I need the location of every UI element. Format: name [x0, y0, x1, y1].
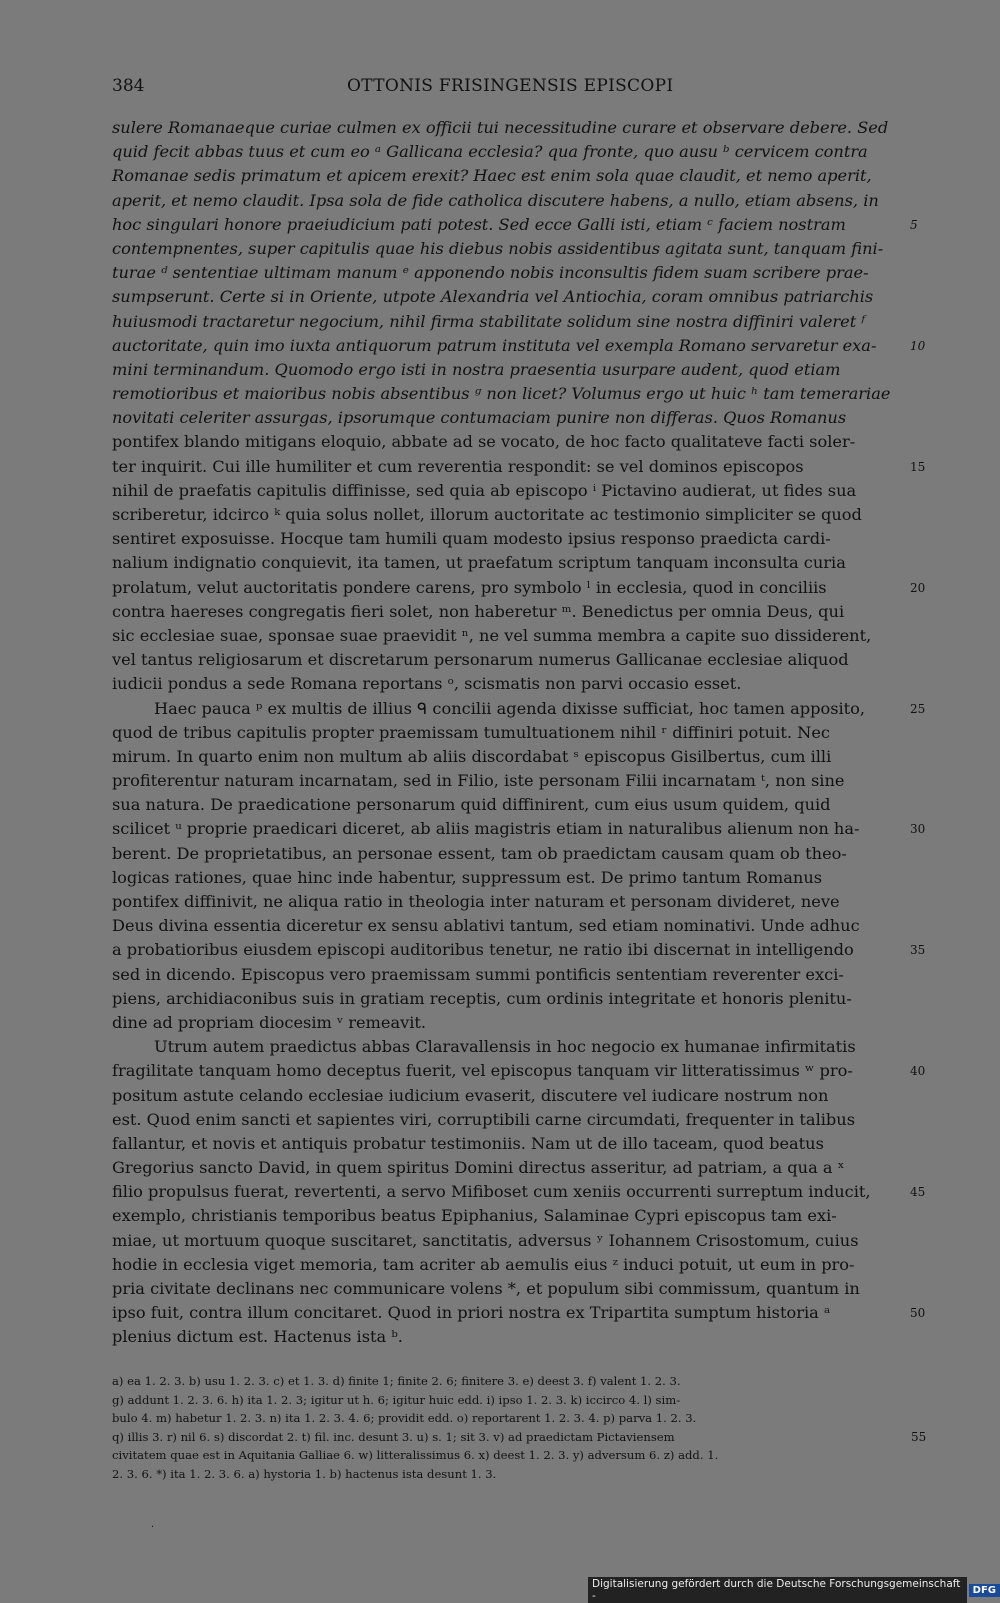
footnote-text: q) illis 3. r) nil 6. s) discordat 2. t) fil. inc. desunt 3. u) s. 1; sit 3. v) ad praedictam Pictaviensem	[112, 1429, 675, 1444]
line-text: fallantur, et novis et antiquis probatur testimoniis. Nam ut de illo taceam, quod beatus	[112, 1133, 824, 1153]
line-text: sulere Romanaeque curiae culmen ex officii tui necessitudine curare et observare debere. Sed	[112, 118, 889, 137]
footnote-text: bulo 4. m) habetur 1. 2. 3. n) ita 1. 2. 3. 4. 6; providit edd. o) reportarent 1. 2. 3. 4. p) parva 1. 2. 3.	[112, 1411, 697, 1425]
text-line	[112, 430, 902, 454]
text-line	[112, 334, 926, 358]
critical-apparatus	[112, 1372, 927, 1483]
line-text: Gregorius sancto David, in quem spiritus Domini directus asseritur, ad patriam, a qua a ˣ	[112, 1158, 845, 1178]
line-text: Haec pauca ᵖ ex multis de illius ᑫ concilii agenda dixisse sufficiat, hoc tamen apposito,	[154, 698, 866, 718]
line-text: ter inquirit. Cui ille humiliter et cum reverentia respondit: se vel dominos episcopos	[112, 456, 804, 476]
line-text: Deus divina essentia diceretur ex sensu ablativi tantum, sed etiam nominativi. Unde adhuc	[112, 916, 860, 936]
line-text: sua natura. De praedicatione personarum quid diffinirent, cum eius usum quidem, quid	[112, 795, 831, 815]
text-line	[112, 769, 902, 793]
line-number: 45	[910, 1185, 926, 1200]
text-line	[112, 164, 902, 188]
line-text: aperit, et nemo claudit. Ipsa sola de fide catholica discutere habens, a nullo, etiam absens, in	[112, 190, 879, 210]
line-number: 20	[910, 580, 926, 595]
line-number: 10	[910, 338, 926, 353]
line-text: fragilitate tanquam homo deceptus fuerit, vel episcopus tanquam vir litteratissimus ʷ pro-	[112, 1061, 853, 1081]
running-title: OTTONIS FRISINGENSIS EPISCOPI	[347, 76, 674, 96]
line-text: novitati celeriter assurgas, ipsorumque contumaciam punire non differas. Quos Romanus	[112, 408, 847, 428]
text-line	[112, 1301, 926, 1325]
footnote-line	[112, 1428, 927, 1447]
text-line	[112, 648, 902, 672]
line-text: quid fecit abbas tuus et cum eo ᵃ Gallicana ecclesia? qua fronte, quo ausu ᵇ cervicem contra	[112, 142, 868, 162]
line-text: hoc singulari honore praeiudicium pati potest. Sed ecce Galli isti, etiam ᶜ faciem nostram	[112, 214, 846, 234]
text-line	[112, 866, 902, 890]
page-number: 384	[112, 76, 145, 96]
line-text: contempnentes, super capitulis quae his diebus nobis assidentibus agitata sunt, tanquam fini-	[112, 238, 884, 258]
text-line	[112, 479, 902, 503]
text-line	[112, 551, 902, 575]
line-text: scilicet ᵘ proprie praedicari diceret, ab aliis magistris etiam in naturalibus alienum non ha-	[112, 819, 860, 839]
footnote-line	[112, 1391, 912, 1410]
text-line	[112, 382, 902, 406]
line-text: iudicii pondus a sede Romana reportans ᵒ, scismatis non parvi occasio esset.	[112, 674, 742, 694]
text-line	[112, 697, 926, 721]
text-line	[112, 116, 902, 140]
line-text: remotioribus et maioribus nobis absentibus ᵍ non licet? Volumus ergo ut huic ʰ tam temerariae	[112, 384, 891, 404]
footnote-text: civitatem quae est in Aquitania Galliae 6. w) litteralissimus 6. x) deest 1. 2. 3. y) adversum 6. z) add. 1.	[112, 1448, 719, 1462]
line-number: 50	[910, 1306, 926, 1321]
text-line	[112, 406, 902, 430]
line-text: sed in dicendo. Episcopus vero praemissam summi pontificis sententiam reverenter exci-	[112, 964, 844, 984]
footnote-text: 2. 3. 6. *) ita 1. 2. 3. 6. a) hystoria 1. b) hactenus ista desunt 1. 3.	[112, 1466, 497, 1481]
line-text: sumpserunt. Certe si in Oriente, utpote Alexandria vel Antiochia, coram omnibus patriarchis	[112, 287, 874, 307]
line-text: plenius dictum est. Hactenus ista ᵇ.	[112, 1327, 403, 1347]
text-line	[112, 793, 902, 817]
text-line	[112, 358, 902, 382]
line-number: 15	[910, 459, 926, 474]
line-text: hodie in ecclesia viget memoria, tam acriter ab aemulis eius ᶻ induci potuit, ut eum in pro-	[112, 1254, 855, 1274]
footnote-line	[112, 1372, 912, 1391]
line-number: 55	[911, 1429, 927, 1444]
footnote-text: g) addunt 1. 2. 3. 6. h) ita 1. 2. 3; igitur ut h. 6; igitur huic edd. i) ipso 1. 2. 3. k) iccirco 4. l) sim-	[112, 1392, 681, 1407]
text-line	[112, 1084, 902, 1108]
text-line	[112, 189, 902, 213]
text-line	[112, 527, 902, 551]
dfg-logo: DFG	[969, 1584, 1000, 1597]
line-text: ipso fuit, contra illum concitaret. Quod in priori nostra ex Tripartita sumptum historia ᵃ	[112, 1303, 831, 1323]
line-text: contra haereses congregatis fieri solet, non haberetur ᵐ. Benedictus per omnia Deus, qui	[112, 601, 845, 621]
small-mark: ·	[151, 1522, 155, 1533]
footnote-line	[112, 1409, 912, 1428]
text-line	[112, 1108, 902, 1132]
line-number: 5	[910, 217, 918, 232]
text-line	[112, 1035, 902, 1059]
text-line	[112, 1253, 902, 1277]
text-line	[112, 1325, 902, 1349]
line-text: exemplo, christianis temporibus beatus Epiphanius, Salaminae Cypri episcopus tam exi-	[112, 1206, 837, 1226]
line-text: sic ecclesiae suae, sponsae suae praevidit ⁿ, ne vel summa membra a capite suo dissiderent,	[112, 625, 872, 645]
footnote-line	[112, 1465, 912, 1484]
line-text: berent. De proprietatibus, an personae essent, tam ob praedictam causam quam ob theo-	[112, 843, 847, 863]
text-line	[112, 503, 902, 527]
line-text: filio propulsus fuerat, revertenti, a servo Mifiboset cum xeniis occurrenti surreptum inducit,	[112, 1182, 871, 1202]
text-line	[112, 1059, 926, 1083]
footer-funding-bar	[588, 1578, 1000, 1602]
text-line	[112, 285, 902, 309]
line-text: huiusmodi tractaretur negocium, nihil firma stabilitate solidum sine nostra diffiniri valeret ᶠ	[112, 311, 866, 331]
text-line	[112, 1277, 902, 1301]
line-text: sentiret exposuisse. Hocque tam humili quam modesto ipsius responso praedicta cardi-	[112, 529, 831, 549]
text-line	[112, 455, 926, 479]
line-text: miae, ut mortuum quoque suscitaret, sanctitatis, adversus ʸ Iohannem Crisostomum, cuius	[112, 1230, 859, 1250]
text-line	[112, 600, 902, 624]
text-line	[112, 1156, 902, 1180]
text-line	[112, 963, 902, 987]
line-text: prolatum, velut auctoritatis pondere carens, pro symbolo ˡ in ecclesia, quod in conciliis	[112, 577, 827, 597]
line-text: a probatioribus eiusdem episcopi auditoribus tenetur, ne ratio ibi discernat in intelligendo	[112, 940, 854, 960]
line-text: est. Quod enim sancti et sapientes viri, corruptibili carne circumdati, frequenter in talibus	[112, 1109, 856, 1129]
text-line	[112, 1132, 902, 1156]
line-text: pontifex blando mitigans eloquio, abbate ad se vocato, de hoc facto qualitateve facti soler-	[112, 432, 856, 452]
line-number: 25	[910, 701, 926, 716]
text-line	[112, 914, 902, 938]
line-text: pontifex diffinivit, ne aliqua ratio in theologia inter naturam et personam divideret, neve	[112, 892, 840, 911]
text-line	[112, 672, 902, 696]
line-text: vel tantus religiosarum et discretarum personarum numerus Gallicanae ecclesiae aliquod	[112, 650, 849, 670]
line-text: quod de tribus capitulis propter praemissam tumultuationem nihil ʳ diffiniri potuit. Nec	[112, 722, 830, 742]
line-number: 30	[910, 822, 926, 837]
line-text: mirum. In quarto enim non multum ab aliis discordabat ˢ episcopus Gisilbertus, cum illi	[112, 746, 832, 766]
line-text: Utrum autem praedictus abbas Claravallensis in hoc negocio ex humanae infirmitatis	[154, 1037, 856, 1057]
line-text: Romanae sedis primatum et apicem erexit? Haec est enim sola quae claudit, et nemo aperit,	[112, 166, 872, 186]
text-line	[112, 745, 902, 769]
text-line	[112, 140, 902, 164]
text-line	[112, 310, 902, 334]
body-text	[112, 116, 926, 1350]
line-text: scriberetur, idcirco ᵏ quia solus nollet, illorum auctoritate ac testimonio simpliciter se quod	[112, 505, 862, 524]
line-text: positum astute celando ecclesiae iudicium evaserit, discutere vel iudicare nostrum non	[112, 1085, 829, 1105]
line-text: piens, archidiaconibus suis in gratiam receptis, cum ordinis integritate et honoris plenitu-	[112, 988, 852, 1008]
text-line	[112, 261, 902, 285]
text-line	[112, 1229, 902, 1253]
text-line	[112, 817, 926, 841]
text-line	[112, 1180, 926, 1204]
footnote-text: a) ea 1. 2. 3. b) usu 1. 2. 3. c) et 1. 3. d) finite 1; finite 2. 6; finitere 3. e) deest 3. f) valent 1. 2. 3.	[112, 1374, 681, 1388]
text-line	[112, 213, 918, 237]
line-text: profiterentur naturam incarnatam, sed in Filio, iste personam Filii incarnatam ᵗ, non sine	[112, 771, 845, 791]
text-line	[112, 938, 926, 962]
line-number: 35	[910, 943, 926, 958]
line-text: nalium indignatio conquievit, ita tamen, ut praefatum scriptum tanquam inconsulta curia	[112, 553, 846, 573]
text-line	[112, 890, 902, 914]
line-number: 40	[910, 1064, 926, 1079]
line-text: dine ad propriam diocesim ᵛ remeavit.	[112, 1012, 427, 1032]
text-line	[112, 842, 902, 866]
line-text: logicas rationes, quae hinc inde habentur, suppressum est. De primo tantum Romanus	[112, 867, 823, 887]
line-text: turae ᵈ sententiae ultimam manum ᵉ apponendo nobis inconsultis fidem suam scribere prae-	[112, 263, 869, 283]
line-text: mini terminandum. Quomodo ergo isti in nostra praesentia usurpare audent, quod etiam	[112, 359, 841, 379]
text-line	[112, 1204, 902, 1228]
text-line	[112, 721, 902, 745]
text-line	[112, 624, 902, 648]
line-text: nihil de praefatis capitulis diffinisse, sed quia ab episcopo ⁱ Pictavino audierat, ut fides sua	[112, 480, 857, 500]
text-line	[112, 987, 902, 1011]
line-text: pria civitate declinans nec communicare volens *, et populum sibi commissum, quantum in	[112, 1279, 860, 1298]
funding-note: Digitalisierung gefördert durch die Deutsche Forschungsgemeinschaft -	[588, 1577, 967, 1603]
line-text: auctoritate, quin imo iuxta antiquorum patrum instituta vel exempla Romano servaretur exa-	[112, 335, 877, 355]
text-line	[112, 237, 902, 261]
footnote-line	[112, 1446, 912, 1465]
text-line	[112, 1011, 902, 1035]
text-line	[112, 576, 926, 600]
